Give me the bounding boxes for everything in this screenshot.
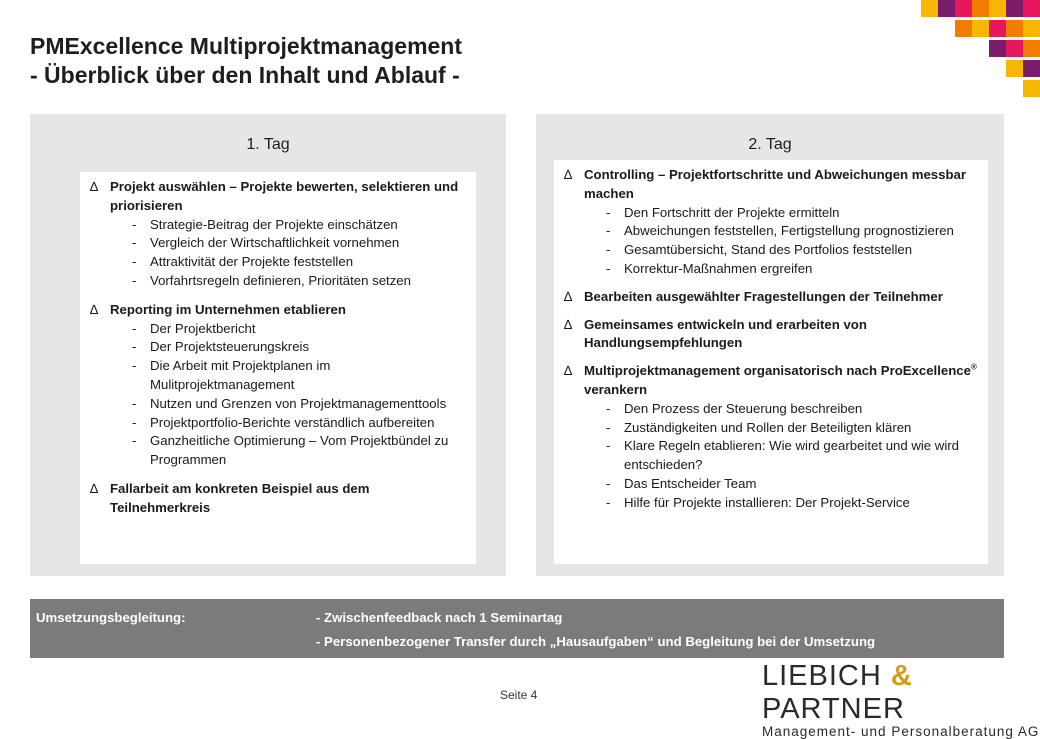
topic-block (554, 166, 988, 279)
list-item: - Das Entscheider Team (602, 475, 982, 494)
list-item: - Vorfahrtsregeln definieren, Prioritäten setzen (128, 272, 470, 291)
topic-block (80, 301, 476, 470)
mosaic-square (955, 0, 972, 17)
mosaic-square (1023, 60, 1040, 77)
day1-panel (30, 114, 506, 576)
topic-block (554, 316, 988, 354)
list-item: - Gesamtübersicht, Stand des Portfolios feststellen (602, 241, 982, 260)
bar-line-2: - Personenbezogener Transfer durch „Hausaufgaben“ und Begleitung bei der Umsetzung (316, 634, 876, 649)
title-line-2: - Überblick über den Inhalt und Ablauf - (30, 62, 460, 88)
logo-subtitle: Management- und Personalberatung AG (762, 724, 1040, 739)
list-item: - Den Prozess der Steuerung beschreiben (602, 400, 982, 419)
mosaic-square (938, 0, 955, 17)
day1-content (80, 172, 476, 564)
delta-bullet-icon: ∆ (90, 179, 99, 194)
day2-panel (536, 114, 1004, 576)
list-item: - Der Projektsteuerungskreis (128, 338, 470, 357)
delta-bullet-icon: ∆ (564, 167, 573, 182)
mosaic-square (1006, 40, 1023, 57)
mosaic-square (989, 0, 1006, 17)
mosaic-square (972, 0, 989, 17)
delta-bullet-icon: ∆ (564, 288, 573, 304)
mosaic-square (1023, 80, 1040, 97)
topic-subitems (110, 320, 470, 470)
topic-block (554, 362, 988, 512)
topic-subitems (110, 216, 470, 291)
day2-content (554, 160, 988, 564)
logo-right: PARTNER (762, 693, 905, 725)
decorative-mosaic (900, 0, 1040, 100)
topic-subitems (584, 204, 982, 279)
topic-heading: Controlling – Projektfortschritte und Abweichungen messbar machen (584, 167, 966, 201)
list-item: - Strategie-Beitrag der Projekte einschätzen (128, 216, 470, 235)
list-item: - Der Projektbericht (128, 320, 470, 339)
list-item: - Vergleich der Wirtschaftlichkeit vornehmen (128, 234, 470, 253)
topic-block (80, 480, 476, 518)
topic-heading: Fallarbeit am konkreten Beispiel aus dem Teilnehmerkreis (110, 480, 370, 515)
registered-mark: ® (970, 362, 977, 372)
topic-heading: Bearbeiten ausgewählter Fragestellungen der Teilnehmer (584, 288, 943, 304)
logo-left: LIEBICH (762, 660, 891, 692)
mosaic-square (955, 20, 972, 37)
list-item: - Nutzen und Grenzen von Projektmanagementtools (128, 395, 470, 414)
day1-title: 1. Tag (246, 136, 290, 153)
delta-bullet-icon: ∆ (564, 363, 573, 379)
topic-heading: Gemeinsames entwickeln und erarbeiten von Handlungsempfehlungen (584, 316, 867, 351)
implementation-support-bar (30, 599, 1004, 658)
list-item: - Abweichungen feststellen, Fertigstellung prognostizieren (602, 222, 982, 241)
list-item: - Zuständigkeiten und Rollen der Beteiligten klären (602, 419, 982, 438)
mosaic-square (1023, 0, 1040, 17)
list-item: - Ganzheitliche Optimierung – Vom Projektbündel zu Programmen (128, 432, 470, 470)
page-number: Seite 4 (500, 688, 538, 702)
list-item: - Die Arbeit mit Projektplanen im Mulitprojektmanagement (128, 357, 470, 395)
delta-bullet-icon: ∆ (564, 316, 573, 332)
topic-heading: Multiprojektmanagement organisatorisch nach ProExcellence® verankern (584, 362, 977, 397)
list-item: - Projektportfolio-Berichte verständlich aufbereiten (128, 414, 470, 433)
delta-bullet-icon: ∆ (90, 301, 99, 317)
topic-heading: Reporting im Unternehmen etablieren (110, 301, 346, 317)
list-item: - Korrektur-Maßnahmen ergreifen (602, 260, 982, 279)
mosaic-square (1023, 20, 1040, 37)
mosaic-square (1006, 60, 1023, 77)
mosaic-square (921, 0, 938, 17)
bar-line-1: - Zwischenfeedback nach 1 Seminartag (316, 610, 563, 625)
bar-label: Umsetzungsbegleitung: (36, 610, 186, 625)
topic-block (80, 178, 476, 291)
topic-heading: Projekt auswählen – Projekte bewerten, selektieren und priorisieren (110, 179, 459, 213)
mosaic-square (1023, 40, 1040, 57)
topic-subitems (584, 400, 982, 513)
mosaic-square (989, 40, 1006, 57)
company-logo (762, 660, 1040, 739)
list-item: - Klare Regeln etablieren: Wie wird gearbeitet und wie wird entschieden? (602, 437, 982, 475)
mosaic-square (972, 20, 989, 37)
delta-bullet-icon: ∆ (90, 480, 99, 496)
mosaic-square (1006, 0, 1023, 17)
list-item: - Den Fortschritt der Projekte ermitteln (602, 204, 982, 223)
logo-ampersand: & (890, 660, 913, 692)
topic-block (554, 288, 988, 307)
list-item: - Attraktivität der Projekte feststellen (128, 253, 470, 272)
title-line-1: PMExcellence Multiprojektmanagement (30, 33, 463, 59)
list-item: - Hilfe für Projekte installieren: Der Projekt-Service (602, 494, 982, 513)
mosaic-square (989, 20, 1006, 37)
page-title (30, 32, 462, 90)
day2-title: 2. Tag (748, 136, 792, 153)
mosaic-square (1006, 20, 1023, 37)
